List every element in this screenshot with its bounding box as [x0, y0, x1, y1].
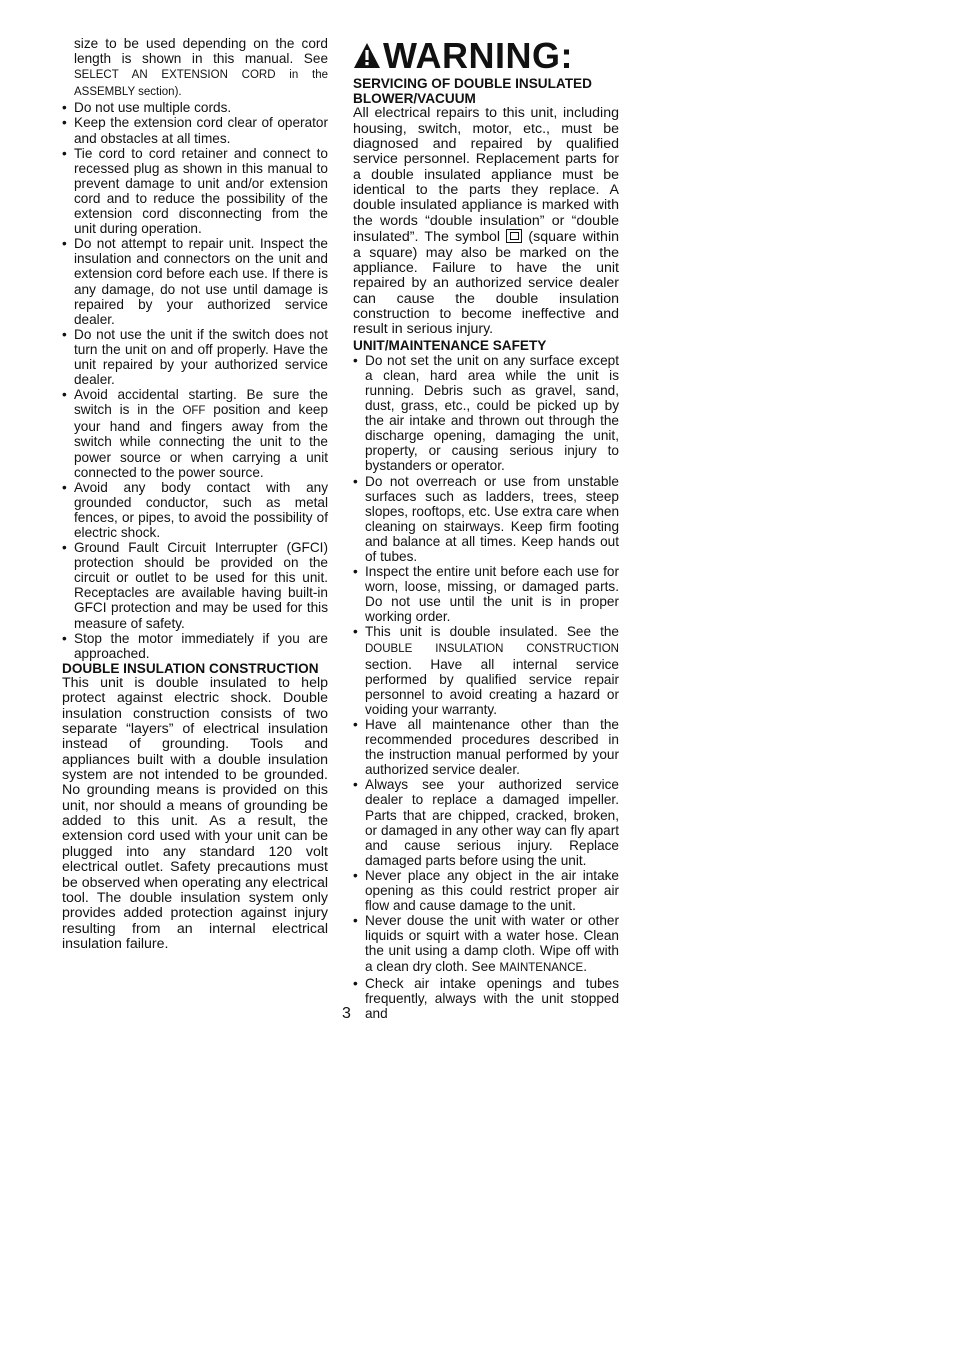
list-item: • Avoid accidental starting. Be sure the switch is in the OFF position and keep your hand and fingers away from the switch while connecting the unit to the power source or when carrying a unit connected to the power source.: [62, 387, 328, 480]
list-item: • This unit is double insulated. See the DOUBLE INSULATION CONSTRUCTION section. Have all internal service performed by qualified service repair personnel to avoid creating a hazard or voiding your warranty.: [353, 624, 619, 717]
intro-text-end: section).: [134, 86, 182, 99]
list-item: • Avoid any body contact with any grounded conductor, such as metal fences, or pipes, to avoid the possibility of electric shock.: [62, 480, 328, 540]
safety-bullet-list: [62, 100, 328, 660]
right-column: [353, 36, 619, 1021]
left-column: [62, 36, 328, 952]
list-item: • Always see your authorized service dealer to replace a damaged impeller. Parts that are chipped, cracked, broken, or damaged in any other way can fly apart and cause serious injury. Replace damaged parts before using the unit.: [353, 777, 619, 868]
section-heading-double-insulation: DOUBLE INSULATION CONSTRUCTION: [62, 660, 319, 676]
warning-header: [353, 36, 619, 76]
list-item: • Never place any object in the air intake opening as this could restrict proper air flow and cause damage to the unit.: [353, 868, 619, 913]
list-item: • Ground Fault Circuit Interrupter (GFCI) protection should be provided on the circuit or outlet to be used for this unit. Receptacles are available having built-in GFCI protection and may be used for this measure of safety.: [62, 540, 328, 631]
list-item: • Keep the extension cord clear of operator and obstacles at all times.: [62, 115, 328, 145]
list-item: • Do not attempt to repair unit. Inspect the insulation and connectors on the unit and extension cord before each use. If there is any damage, do not use until damage is repaired by your authorized service dealer.: [62, 236, 328, 327]
section-heading-maintenance-safety: UNIT/MAINTENANCE SAFETY: [353, 337, 547, 353]
intro-continuation: [62, 36, 328, 100]
list-item: • Have all maintenance other than the recommended procedures described in the instruction manual performed by your authorized service dealer.: [353, 717, 619, 777]
list-item: • Stop the motor immediately if you are approached.: [62, 631, 328, 661]
double-insulation-symbol-icon: [506, 229, 522, 243]
list-item: • Never douse the unit with water or other liquids or squirt with a water hose. Clean the unit using a damp cloth. Wipe off with a clean dry cloth. See MAINTENANCE.: [353, 913, 619, 975]
double-insulation-body: This unit is double insulated to help protect against electric shock. Double insulation construction consists of two separate “layers” of electrical insulation instead of grounding. Tools and appliances built with a double insulation system are not intended to be grounded. No grounding means is provided on this unit, nor should a means of grounding be added to this unit. As a result, the extension cord used with your unit can be plugged into any standard 120 volt electrical outlet. Safety precautions must be observed when operating any electrical tool. The double insulation system only provides added protection against injury resulting from an internal electrical insulation failure.: [62, 675, 328, 952]
maintenance-bullet-list: [353, 353, 619, 1021]
warning-title: WARNING:: [383, 35, 573, 76]
list-item: • Do not set the unit on any surface except a clean, hard area while the unit is running. Debris such as gravel, sand, dust, grass, etc., could be picked up by the air intake and thrown out through the discharge opening, damaging the unit, property, or causing serious injury to bystanders or operator.: [353, 353, 619, 474]
list-item: • Do not use the unit if the switch does not turn the unit on and off properly. Have the unit repaired by your authorized service dealer.: [62, 327, 328, 387]
list-item: • Check air intake openings and tubes frequently, always with the unit stopped and: [353, 976, 619, 1021]
intro-text: size to be used depending on the cord length is shown in this manual. See: [74, 36, 328, 67]
intro-small-caps: SELECT AN EXTENSION CORD in the ASSEMBLY: [74, 69, 328, 99]
list-item: • Do not overreach or use from unstable surfaces such as ladders, trees, steep slopes, rooftops, etc. Use extra care when cleaning on stairways. Keep firm footing and balance at all times. Keep hands out of tubes.: [353, 474, 619, 565]
list-item: • Do not use multiple cords.: [62, 100, 328, 115]
list-item: • Tie cord to cord retainer and connect to recessed plug as shown in this manual to prevent damage to unit and/or extension cord and to reduce the possibility of the extension cord disconnecting from the unit during operation.: [62, 146, 328, 237]
list-item: • Inspect the entire unit before each use for worn, loose, missing, or damaged parts. Do not use until the unit is in proper working order.: [353, 564, 619, 624]
section-heading-servicing: SERVICING OF DOUBLE INSULATED BLOWER/VACUUM: [353, 76, 592, 107]
page-number: 3: [342, 1005, 351, 1022]
servicing-body: All electrical repairs to this unit, including housing, switch, motor, etc., must be diagnosed and repaired by qualified service personnel. Replacement parts for a double insulated appliance must be identical to the parts they replace. A double insulated appliance is marked with the words “double insulation” or “double insulated”. The symbol (square within a square) may also be marked on the appliance. Failure to have the unit repaired by an authorized service dealer can cause the double insulation construction to become ineffective and result in serious injury.: [353, 105, 619, 338]
warning-triangle-icon: [353, 42, 381, 70]
